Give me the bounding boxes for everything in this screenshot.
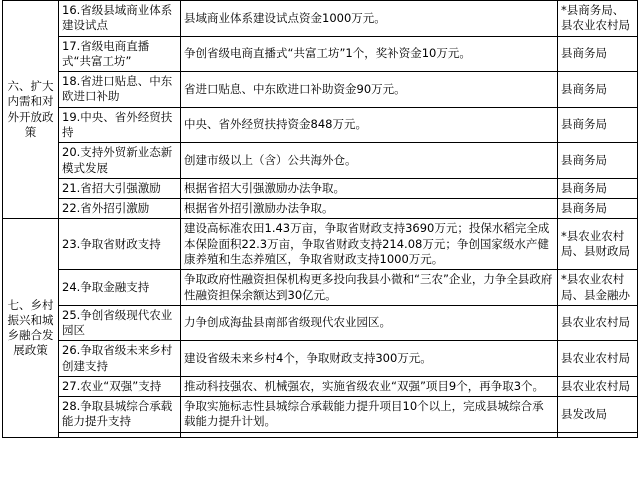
table-row — [3, 397, 638, 433]
policy-item-name: 25.争创省级现代农业园区 — [59, 305, 181, 341]
table-row — [3, 143, 638, 179]
policy-description: 争取政府性融资担保机构更多投向我县小微和“三农”企业，力争全县政府性融资担保余额达到30亿元。 — [181, 270, 558, 306]
policy-item-name: 19.中央、省外经贸扶持 — [59, 107, 181, 143]
table-row — [3, 36, 638, 72]
policy-table — [2, 0, 638, 438]
policy-description: 力争创成海盐县南部省级现代农业园区。 — [181, 305, 558, 341]
table-row — [3, 199, 638, 219]
policy-description: 中央、省外经贸扶持资金848万元。 — [181, 107, 558, 143]
policy-item-name: 24.争取金融支持 — [59, 270, 181, 306]
responsible-org: 县发改局 — [558, 397, 638, 433]
responsible-org: 县商务局 — [558, 36, 638, 72]
responsible-org: 县商务局 — [558, 107, 638, 143]
table-row — [3, 341, 638, 377]
policy-item-name: 22.省外招引激励 — [59, 199, 181, 219]
table-row — [3, 305, 638, 341]
group-label-six: 六、扩大内需和对外开放政策 — [3, 1, 59, 219]
table-row — [3, 270, 638, 306]
policy-description: 根据省外招引激励办法争取。 — [181, 199, 558, 219]
table-row — [3, 178, 638, 198]
policy-description — [181, 432, 558, 437]
policy-item-name: 20.支持外贸新业态新模式发展 — [59, 143, 181, 179]
policy-item-name: 23.争取省财政支持 — [59, 219, 181, 270]
policy-description: 争取实施标志性县城综合承载能力提升项目10个以上，完成县城综合承载能力提升计划。 — [181, 397, 558, 433]
table-row — [3, 107, 638, 143]
responsible-org: 县商务局 — [558, 199, 638, 219]
responsible-org: *县商务局、县农业农村局 — [558, 1, 638, 37]
policy-description: 建设高标准农田1.43万亩，争取省财政支持3690万元；投保水稻完全成本保险面积22.3万亩，争取省财政支持214.08万元；争创国家级水产健康养殖和生态养殖区，争取省财政支持1000万元。 — [181, 219, 558, 270]
policy-item-name: 27.农业“双强”支持 — [59, 376, 181, 396]
policy-item-name — [59, 432, 181, 437]
responsible-org: 县商务局 — [558, 143, 638, 179]
table-row — [3, 376, 638, 396]
responsible-org: 县商务局 — [558, 72, 638, 108]
responsible-org: 县农业农村局 — [558, 376, 638, 396]
table-row — [3, 1, 638, 37]
policy-description: 推动科技强农、机械强农，实施省级农业“双强”项目9个，再争取3个。 — [181, 376, 558, 396]
policy-item-name: 28.争取县城综合承载能力提升支持 — [59, 397, 181, 433]
policy-description: 创建市级以上（含）公共海外仓。 — [181, 143, 558, 179]
policy-item-name: 21.省招大引强激励 — [59, 178, 181, 198]
policy-item-name: 16.省级县域商业体系建设试点 — [59, 1, 181, 37]
policy-description: 建设省级未来乡村4个，争取财政支持300万元。 — [181, 341, 558, 377]
policy-description: 省进口贴息、中东欧进口补助资金90万元。 — [181, 72, 558, 108]
policy-item-name: 18.省进口贴息、中东欧进口补助 — [59, 72, 181, 108]
responsible-org: 县农业农村局 — [558, 305, 638, 341]
table-row — [3, 219, 638, 270]
group-label-seven: 七、乡村振兴和城乡融合发展政策 — [3, 219, 59, 437]
responsible-org: 县农业农村局 — [558, 341, 638, 377]
table-row — [3, 432, 638, 437]
responsible-org: *县农业农村局、县财政局 — [558, 219, 638, 270]
policy-item-name: 17.省级电商直播式“共富工坊” — [59, 36, 181, 72]
policy-description: 根据省招大引强激励办法争取。 — [181, 178, 558, 198]
policy-description: 县域商业体系建设试点资金1000万元。 — [181, 1, 558, 37]
responsible-org: *县农业农村局、县金融办 — [558, 270, 638, 306]
table-row — [3, 72, 638, 108]
responsible-org — [558, 432, 638, 437]
policy-item-name: 26.争取省级未来乡村创建支持 — [59, 341, 181, 377]
policy-description: 争创省级电商直播式“共富工坊”1个，奖补资金10万元。 — [181, 36, 558, 72]
responsible-org: 县商务局 — [558, 178, 638, 198]
table-body — [3, 1, 638, 438]
